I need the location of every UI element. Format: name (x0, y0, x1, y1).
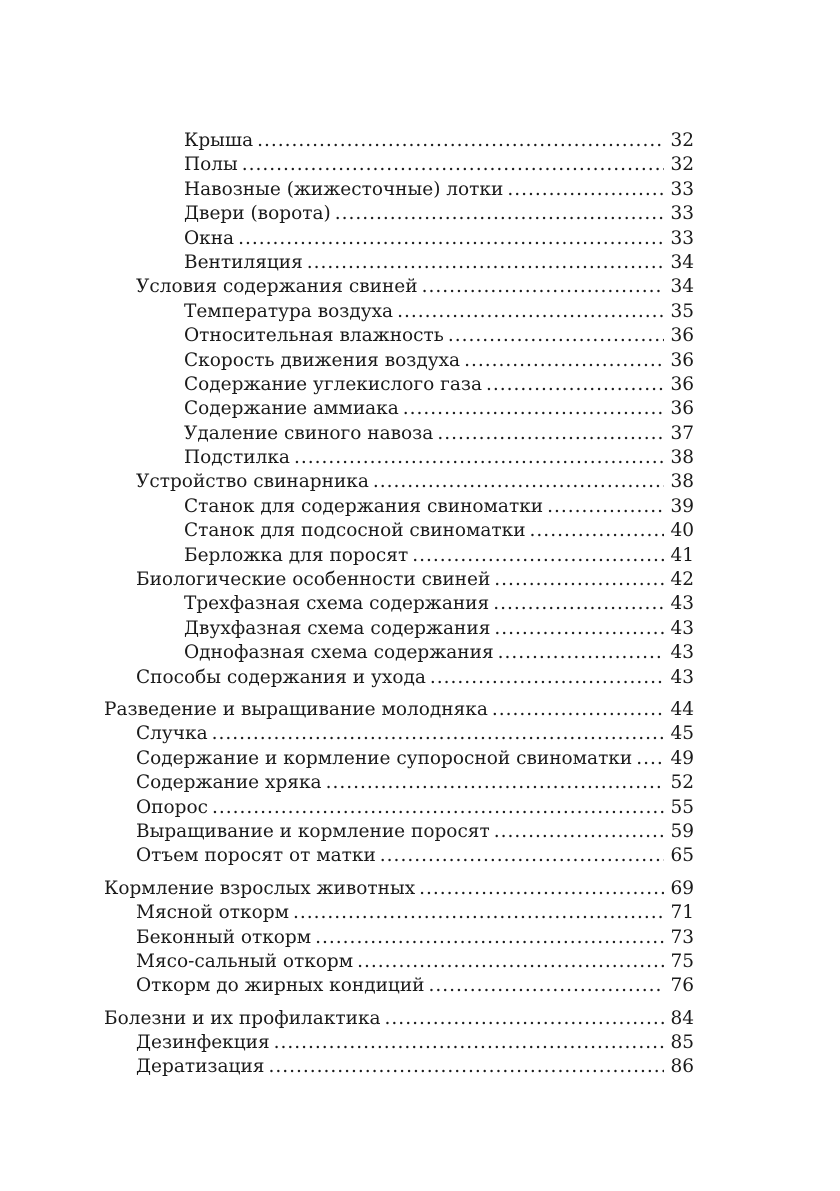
toc-entry-title: Трехфазная схема содержания (184, 593, 490, 615)
dot-leader (397, 300, 664, 324)
dot-leader (412, 544, 664, 568)
toc-entry-title: Содержание углекислого газа (184, 373, 482, 395)
toc-entry-page-number: 65 (670, 845, 694, 867)
dot-leader (530, 519, 665, 543)
toc-entry (104, 568, 694, 592)
dot-leader (385, 1007, 665, 1031)
dot-leader (293, 901, 664, 925)
toc-entry (104, 617, 694, 641)
toc-entry-page-number: 71 (670, 902, 694, 924)
toc-entry-page-number: 76 (670, 975, 694, 997)
toc-entry-page-number: 36 (670, 398, 694, 420)
dot-leader (242, 153, 665, 177)
toc-entry-page-number: 86 (670, 1056, 694, 1078)
toc-entry (104, 202, 694, 226)
dot-leader (494, 820, 665, 844)
toc-entry-title: Полы (184, 154, 238, 176)
dot-leader (636, 747, 664, 771)
toc-entry (104, 251, 694, 275)
toc-entry-title: Отъем поросят от матки (136, 845, 376, 867)
toc-entry-title: Двухфазная схема содержания (184, 617, 491, 639)
dot-leader (419, 877, 664, 901)
dot-leader (507, 178, 664, 202)
toc-entry-page-number: 40 (670, 520, 694, 542)
toc-entry-page-number: 39 (670, 495, 694, 517)
dot-leader (429, 974, 665, 998)
toc-entry-page-number: 32 (670, 130, 694, 151)
dot-leader (335, 202, 665, 226)
toc-entry (104, 324, 694, 348)
toc-entry-page-number: 45 (670, 723, 694, 745)
dot-leader (498, 641, 665, 665)
toc-entry-page-number: 43 (670, 593, 694, 615)
toc-entry-page-number: 38 (670, 471, 694, 493)
toc-entry (104, 422, 694, 446)
toc-entry-page-number: 44 (670, 698, 694, 720)
toc-entry (104, 844, 694, 868)
toc-entry (104, 666, 694, 690)
dot-leader (430, 666, 665, 690)
toc-entry-page-number: 36 (670, 349, 694, 371)
toc-entry-title: Дезинфекция (136, 1032, 270, 1054)
dot-leader (403, 397, 665, 421)
toc-entry-page-number: 34 (670, 276, 694, 298)
dot-leader (448, 324, 665, 348)
toc-entry (104, 1055, 694, 1079)
toc-entry-title: Станок для подсосной свиноматки (184, 520, 526, 542)
dot-leader (212, 796, 664, 820)
toc-entry (104, 349, 694, 373)
toc-entry-title: Берложка для поросят (184, 544, 409, 566)
toc-entry-page-number: 37 (670, 422, 694, 444)
toc-entry-page-number: 36 (670, 325, 694, 347)
toc-entry-title: Биологические особенности свиней (136, 569, 491, 591)
toc-entry-title: Подстилка (184, 447, 290, 469)
toc-entry (104, 495, 694, 519)
toc-entry-title: Случка (136, 723, 208, 745)
toc-entry (104, 796, 694, 820)
toc-entry (104, 178, 694, 202)
toc-entry (104, 592, 694, 616)
dot-leader (257, 129, 664, 153)
toc-entry-page-number: 85 (670, 1032, 694, 1054)
toc-entry (104, 698, 694, 722)
toc-entry (104, 446, 694, 470)
toc-entry (104, 519, 694, 543)
dot-leader (493, 592, 664, 616)
toc-entry-page-number: 34 (670, 251, 694, 273)
dot-leader (437, 422, 664, 446)
toc-entry-page-number: 43 (670, 617, 694, 639)
toc-entry-page-number: 33 (670, 227, 694, 249)
toc-entry-title: Окна (184, 227, 235, 249)
toc-entry-page-number: 32 (670, 154, 694, 176)
toc-entry-page-number: 73 (670, 926, 694, 948)
toc-entry-page-number: 49 (670, 747, 694, 769)
toc-entry-title: Двери (ворота) (184, 203, 331, 225)
table-of-contents (104, 129, 694, 1080)
toc-entry-page-number: 33 (670, 178, 694, 200)
toc-entry (104, 275, 694, 299)
dot-leader (212, 722, 665, 746)
dot-leader (494, 568, 664, 592)
toc-entry-title: Удаление свиного навоза (184, 422, 434, 444)
toc-entry (104, 300, 694, 324)
toc-entry-title: Содержание хряка (136, 772, 322, 794)
toc-entry-page-number: 36 (670, 373, 694, 395)
dot-leader (547, 495, 664, 519)
toc-entry (104, 820, 694, 844)
toc-entry-title: Беконный откорм (136, 926, 312, 948)
toc-entry-title: Относительная влажность (184, 325, 444, 347)
toc-entry-title: Кормление взрослых животных (104, 877, 416, 899)
toc-entry-page-number: 35 (670, 300, 694, 322)
toc-entry (104, 641, 694, 665)
dot-leader (357, 950, 664, 974)
toc-entry (104, 227, 694, 251)
dot-leader (315, 926, 664, 950)
toc-entry-title: Выращивание и кормление поросят (136, 820, 490, 842)
toc-entry (104, 397, 694, 421)
toc-entry-title: Способы содержания и ухода (136, 666, 426, 688)
toc-entry-title: Опорос (136, 796, 208, 818)
toc-entry-title: Вентиляция (184, 251, 303, 273)
dot-leader (494, 617, 664, 641)
toc-entry-page-number: 43 (670, 666, 694, 688)
toc-entry-title: Навозные (жижесточные) лотки (184, 178, 504, 200)
toc-entry (104, 926, 694, 950)
toc-entry-title: Болезни и их профилактика (104, 1007, 381, 1029)
toc-entry-title: Откорм до жирных кондиций (136, 975, 425, 997)
toc-entry-page-number: 41 (670, 544, 694, 566)
toc-entry-title: Мясной откорм (136, 902, 289, 924)
toc-entry (104, 747, 694, 771)
dot-leader (307, 251, 665, 275)
dot-leader (268, 1055, 664, 1079)
toc-entry-title: Содержание аммиака (184, 398, 399, 420)
toc-entry-title: Мясо-сальный откорм (136, 950, 354, 972)
toc-entry (104, 153, 694, 177)
toc-entry-page-number: 84 (670, 1007, 694, 1029)
toc-entry (104, 129, 694, 153)
toc-entry (104, 544, 694, 568)
toc-entry (104, 974, 694, 998)
toc-entry (104, 1007, 694, 1031)
toc-entry-page-number: 33 (670, 203, 694, 225)
toc-entry-page-number: 43 (670, 642, 694, 664)
toc-entry (104, 722, 694, 746)
dot-leader (238, 227, 664, 251)
toc-entry-page-number: 75 (670, 950, 694, 972)
dot-leader (274, 1031, 665, 1055)
toc-entry (104, 901, 694, 925)
toc-entry (104, 771, 694, 795)
toc-entry-title: Разведение и выращивание молодняка (104, 698, 488, 720)
toc-entry-page-number: 38 (670, 447, 694, 469)
toc-entry-title: Крыша (184, 130, 254, 151)
toc-entry (104, 373, 694, 397)
toc-entry-title: Условия содержания свиней (136, 276, 418, 298)
toc-entry-title: Температура воздуха (184, 300, 394, 322)
toc-entry (104, 470, 694, 494)
toc-entry (104, 1031, 694, 1055)
toc-entry (104, 877, 694, 901)
toc-entry (104, 950, 694, 974)
toc-entry-title: Станок для содержания свиноматки (184, 495, 544, 517)
dot-leader (326, 771, 665, 795)
toc-entry-page-number: 69 (670, 877, 694, 899)
toc-entry-title: Скорость движения воздуха (184, 349, 461, 371)
toc-entry-title: Содержание и кормление супоросной свиноматки (136, 747, 633, 769)
dot-leader (294, 446, 665, 470)
toc-entry-title: Дератизация (136, 1056, 265, 1078)
toc-entry-title: Устройство свинарника (136, 471, 369, 493)
toc-entry-page-number: 59 (670, 820, 694, 842)
toc-entry-page-number: 52 (670, 772, 694, 794)
dot-leader (464, 349, 664, 373)
toc-entry-page-number: 42 (670, 569, 694, 591)
dot-leader (422, 275, 665, 299)
dot-leader (380, 844, 665, 868)
dot-leader (373, 470, 665, 494)
toc-entry-title: Однофазная схема содержания (184, 642, 494, 664)
toc-entry-page-number: 55 (670, 796, 694, 818)
dot-leader (492, 698, 665, 722)
dot-leader (486, 373, 664, 397)
